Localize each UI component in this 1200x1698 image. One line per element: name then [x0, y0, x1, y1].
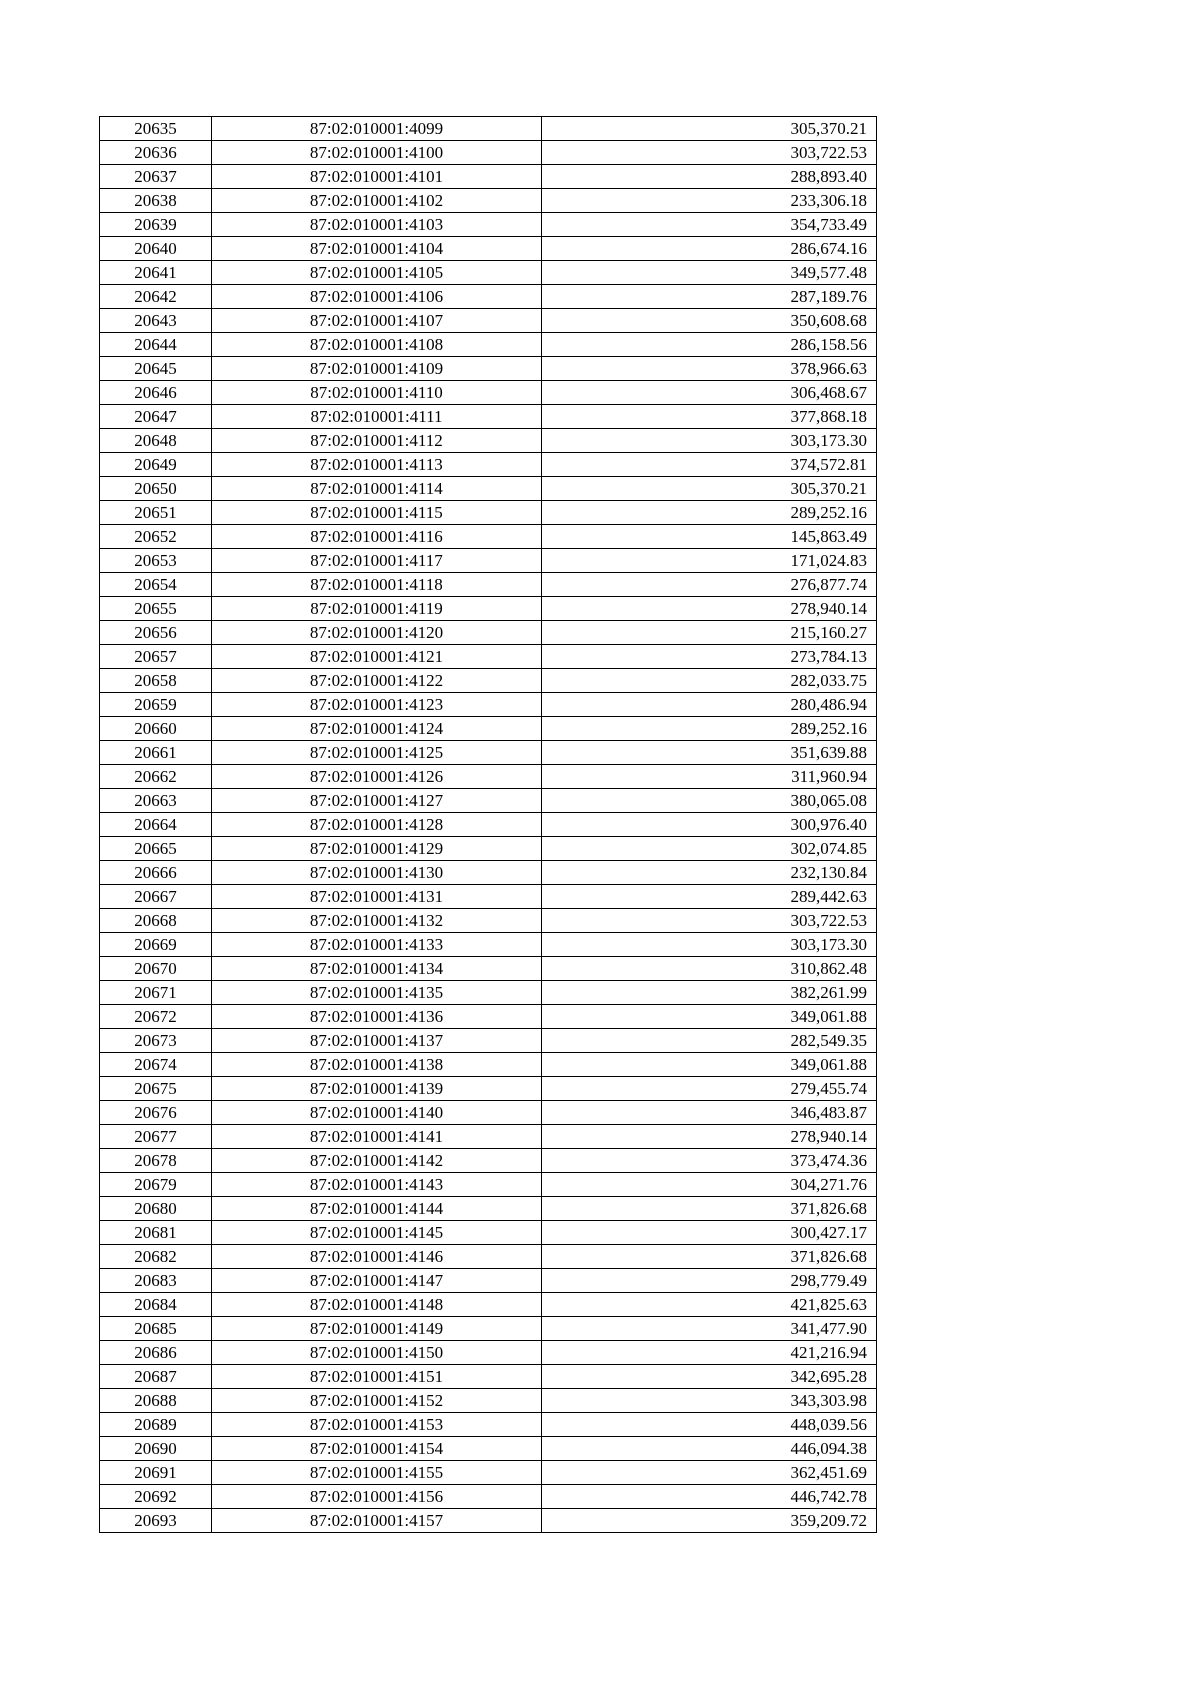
cadastral-value-cell: 171,024.83	[542, 549, 877, 573]
cadastral-value-cell: 287,189.76	[542, 285, 877, 309]
cadastral-value-cell: 302,074.85	[542, 837, 877, 861]
cadastral-number-cell: 87:02:010001:4139	[212, 1077, 542, 1101]
table-row	[100, 1413, 877, 1437]
row-number-cell: 20644	[100, 333, 212, 357]
row-number-cell: 20643	[100, 309, 212, 333]
cadastral-value-cell: 279,455.74	[542, 1077, 877, 1101]
cadastral-number-cell: 87:02:010001:4142	[212, 1149, 542, 1173]
table-row	[100, 1005, 877, 1029]
cadastral-number-cell: 87:02:010001:4144	[212, 1197, 542, 1221]
cadastral-value-cell: 446,094.38	[542, 1437, 877, 1461]
cadastral-value-cell: 232,130.84	[542, 861, 877, 885]
table-row	[100, 1149, 877, 1173]
cadastral-number-cell: 87:02:010001:4117	[212, 549, 542, 573]
row-number-cell: 20653	[100, 549, 212, 573]
table-row	[100, 621, 877, 645]
cadastral-number-cell: 87:02:010001:4115	[212, 501, 542, 525]
cadastral-value-cell: 349,577.48	[542, 261, 877, 285]
cadastral-number-cell: 87:02:010001:4110	[212, 381, 542, 405]
cadastral-number-cell: 87:02:010001:4122	[212, 669, 542, 693]
cadastral-number-cell: 87:02:010001:4103	[212, 213, 542, 237]
table-row	[100, 1053, 877, 1077]
row-number-cell: 20678	[100, 1149, 212, 1173]
table-row	[100, 717, 877, 741]
cadastral-value-cell: 303,173.30	[542, 429, 877, 453]
cadastral-value-cell: 349,061.88	[542, 1005, 877, 1029]
cadastral-number-cell: 87:02:010001:4152	[212, 1389, 542, 1413]
cadastral-number-cell: 87:02:010001:4109	[212, 357, 542, 381]
cadastral-number-cell: 87:02:010001:4112	[212, 429, 542, 453]
table-row	[100, 957, 877, 981]
cadastral-number-cell: 87:02:010001:4123	[212, 693, 542, 717]
table-row	[100, 189, 877, 213]
cadastral-value-cell: 305,370.21	[542, 117, 877, 141]
table-row	[100, 885, 877, 909]
cadastral-number-cell: 87:02:010001:4104	[212, 237, 542, 261]
cadastral-number-cell: 87:02:010001:4140	[212, 1101, 542, 1125]
cadastral-value-cell: 349,061.88	[542, 1053, 877, 1077]
row-number-cell: 20669	[100, 933, 212, 957]
cadastral-number-cell: 87:02:010001:4101	[212, 165, 542, 189]
table-row	[100, 1485, 877, 1509]
cadastral-value-cell: 298,779.49	[542, 1269, 877, 1293]
table-row	[100, 741, 877, 765]
row-number-cell: 20639	[100, 213, 212, 237]
table-row	[100, 405, 877, 429]
row-number-cell: 20664	[100, 813, 212, 837]
cadastral-value-cell: 303,722.53	[542, 141, 877, 165]
cadastral-value-cell: 341,477.90	[542, 1317, 877, 1341]
cadastral-value-cell: 300,976.40	[542, 813, 877, 837]
cadastral-value-cell: 282,033.75	[542, 669, 877, 693]
table-body	[100, 117, 877, 1533]
row-number-cell: 20645	[100, 357, 212, 381]
cadastral-value-cell: 311,960.94	[542, 765, 877, 789]
cadastral-value-cell: 303,173.30	[542, 933, 877, 957]
cadastral-number-cell: 87:02:010001:4126	[212, 765, 542, 789]
row-number-cell: 20686	[100, 1341, 212, 1365]
cadastral-number-cell: 87:02:010001:4155	[212, 1461, 542, 1485]
cadastral-value-cell: 378,966.63	[542, 357, 877, 381]
row-number-cell: 20649	[100, 453, 212, 477]
row-number-cell: 20659	[100, 693, 212, 717]
table-row	[100, 381, 877, 405]
cadastral-number-cell: 87:02:010001:4148	[212, 1293, 542, 1317]
table-row	[100, 1341, 877, 1365]
cadastral-value-cell: 233,306.18	[542, 189, 877, 213]
row-number-cell: 20646	[100, 381, 212, 405]
cadastral-value-cell: 276,877.74	[542, 573, 877, 597]
table-row	[100, 1461, 877, 1485]
row-number-cell: 20671	[100, 981, 212, 1005]
cadastral-value-cell: 215,160.27	[542, 621, 877, 645]
table-row	[100, 1077, 877, 1101]
cadastral-number-cell: 87:02:010001:4150	[212, 1341, 542, 1365]
table-row	[100, 909, 877, 933]
cadastral-number-cell: 87:02:010001:4146	[212, 1245, 542, 1269]
cadastral-value-cell: 377,868.18	[542, 405, 877, 429]
cadastral-number-cell: 87:02:010001:4118	[212, 573, 542, 597]
row-number-cell: 20663	[100, 789, 212, 813]
cadastral-number-cell: 87:02:010001:4106	[212, 285, 542, 309]
table-row	[100, 261, 877, 285]
table-row	[100, 1245, 877, 1269]
cadastral-value-cell: 421,216.94	[542, 1341, 877, 1365]
table-row	[100, 357, 877, 381]
row-number-cell: 20691	[100, 1461, 212, 1485]
cadastral-number-cell: 87:02:010001:4124	[212, 717, 542, 741]
table-row	[100, 309, 877, 333]
cadastral-number-cell: 87:02:010001:4156	[212, 1485, 542, 1509]
cadastral-value-cell: 373,474.36	[542, 1149, 877, 1173]
row-number-cell: 20673	[100, 1029, 212, 1053]
row-number-cell: 20657	[100, 645, 212, 669]
cadastral-number-cell: 87:02:010001:4129	[212, 837, 542, 861]
cadastral-number-cell: 87:02:010001:4135	[212, 981, 542, 1005]
cadastral-value-cell: 359,209.72	[542, 1509, 877, 1533]
row-number-cell: 20679	[100, 1173, 212, 1197]
cadastral-number-cell: 87:02:010001:4120	[212, 621, 542, 645]
cadastral-number-cell: 87:02:010001:4141	[212, 1125, 542, 1149]
row-number-cell: 20636	[100, 141, 212, 165]
cadastral-value-cell: 421,825.63	[542, 1293, 877, 1317]
row-number-cell: 20662	[100, 765, 212, 789]
row-number-cell: 20693	[100, 1509, 212, 1533]
table-row	[100, 237, 877, 261]
row-number-cell: 20685	[100, 1317, 212, 1341]
row-number-cell: 20680	[100, 1197, 212, 1221]
table-row	[100, 1317, 877, 1341]
row-number-cell: 20652	[100, 525, 212, 549]
cadastral-number-cell: 87:02:010001:4157	[212, 1509, 542, 1533]
cadastral-value-cell: 303,722.53	[542, 909, 877, 933]
row-number-cell: 20667	[100, 885, 212, 909]
cadastral-number-cell: 87:02:010001:4153	[212, 1413, 542, 1437]
row-number-cell: 20642	[100, 285, 212, 309]
cadastral-value-cell: 351,639.88	[542, 741, 877, 765]
cadastral-value-cell: 362,451.69	[542, 1461, 877, 1485]
table-row	[100, 789, 877, 813]
cadastral-value-cell: 288,893.40	[542, 165, 877, 189]
cadastral-number-cell: 87:02:010001:4121	[212, 645, 542, 669]
row-number-cell: 20640	[100, 237, 212, 261]
row-number-cell: 20638	[100, 189, 212, 213]
table-row	[100, 1269, 877, 1293]
table-row	[100, 1293, 877, 1317]
cadastral-value-cell: 346,483.87	[542, 1101, 877, 1125]
cadastral-number-cell: 87:02:010001:4133	[212, 933, 542, 957]
row-number-cell: 20668	[100, 909, 212, 933]
table-row	[100, 549, 877, 573]
cadastral-number-cell: 87:02:010001:4134	[212, 957, 542, 981]
table-row	[100, 933, 877, 957]
cadastral-number-cell: 87:02:010001:4113	[212, 453, 542, 477]
cadastral-number-cell: 87:02:010001:4116	[212, 525, 542, 549]
cadastral-value-cell: 273,784.13	[542, 645, 877, 669]
cadastral-value-cell: 289,252.16	[542, 501, 877, 525]
row-number-cell: 20670	[100, 957, 212, 981]
cadastral-value-cell: 354,733.49	[542, 213, 877, 237]
row-number-cell: 20683	[100, 1269, 212, 1293]
cadastral-number-cell: 87:02:010001:4147	[212, 1269, 542, 1293]
row-number-cell: 20690	[100, 1437, 212, 1461]
cadastral-value-cell: 350,608.68	[542, 309, 877, 333]
cadastral-value-cell: 286,158.56	[542, 333, 877, 357]
table-row	[100, 1173, 877, 1197]
table-row	[100, 1029, 877, 1053]
row-number-cell: 20648	[100, 429, 212, 453]
cadastral-value-cell: 371,826.68	[542, 1245, 877, 1269]
table-row	[100, 597, 877, 621]
cadastral-number-cell: 87:02:010001:4136	[212, 1005, 542, 1029]
table-row	[100, 813, 877, 837]
table-row	[100, 693, 877, 717]
cadastral-number-cell: 87:02:010001:4105	[212, 261, 542, 285]
cadastral-value-cell: 305,370.21	[542, 477, 877, 501]
table-row	[100, 1221, 877, 1245]
row-number-cell: 20656	[100, 621, 212, 645]
table-row	[100, 213, 877, 237]
row-number-cell: 20650	[100, 477, 212, 501]
cadastral-value-cell: 374,572.81	[542, 453, 877, 477]
row-number-cell: 20660	[100, 717, 212, 741]
table-row	[100, 285, 877, 309]
row-number-cell: 20635	[100, 117, 212, 141]
row-number-cell: 20654	[100, 573, 212, 597]
cadastral-number-cell: 87:02:010001:4149	[212, 1317, 542, 1341]
cadastral-value-cell: 448,039.56	[542, 1413, 877, 1437]
table-row	[100, 765, 877, 789]
cadastral-value-cell: 278,940.14	[542, 1125, 877, 1149]
table-row	[100, 1509, 877, 1533]
table-row	[100, 573, 877, 597]
row-number-cell: 20661	[100, 741, 212, 765]
cadastral-number-cell: 87:02:010001:4143	[212, 1173, 542, 1197]
row-number-cell: 20674	[100, 1053, 212, 1077]
table-row	[100, 981, 877, 1005]
cadastral-value-cell: 289,252.16	[542, 717, 877, 741]
row-number-cell: 20677	[100, 1125, 212, 1149]
cadastral-value-cell: 306,468.67	[542, 381, 877, 405]
row-number-cell: 20672	[100, 1005, 212, 1029]
cadastral-number-cell: 87:02:010001:4102	[212, 189, 542, 213]
cadastral-number-cell: 87:02:010001:4154	[212, 1437, 542, 1461]
cadastral-value-cell: 289,442.63	[542, 885, 877, 909]
table-row	[100, 861, 877, 885]
table-row	[100, 525, 877, 549]
row-number-cell: 20658	[100, 669, 212, 693]
table-row	[100, 477, 877, 501]
cadastral-number-cell: 87:02:010001:4111	[212, 405, 542, 429]
table-row	[100, 669, 877, 693]
cadastral-number-cell: 87:02:010001:4127	[212, 789, 542, 813]
cadastral-number-cell: 87:02:010001:4151	[212, 1365, 542, 1389]
table-row	[100, 837, 877, 861]
cadastral-number-cell: 87:02:010001:4131	[212, 885, 542, 909]
cadastral-number-cell: 87:02:010001:4100	[212, 141, 542, 165]
row-number-cell: 20665	[100, 837, 212, 861]
row-number-cell: 20655	[100, 597, 212, 621]
cadastral-value-cell: 446,742.78	[542, 1485, 877, 1509]
cadastral-number-cell: 87:02:010001:4132	[212, 909, 542, 933]
cadastral-number-cell: 87:02:010001:4108	[212, 333, 542, 357]
cadastral-value-cell: 145,863.49	[542, 525, 877, 549]
row-number-cell: 20689	[100, 1413, 212, 1437]
cadastral-number-cell: 87:02:010001:4107	[212, 309, 542, 333]
table-row	[100, 117, 877, 141]
cadastral-number-cell: 87:02:010001:4137	[212, 1029, 542, 1053]
table-row	[100, 429, 877, 453]
cadastral-value-cell: 343,303.98	[542, 1389, 877, 1413]
cadastral-value-cell: 278,940.14	[542, 597, 877, 621]
table-row	[100, 453, 877, 477]
cadastral-number-cell: 87:02:010001:4114	[212, 477, 542, 501]
cadastral-value-cell: 380,065.08	[542, 789, 877, 813]
cadastral-number-cell: 87:02:010001:4125	[212, 741, 542, 765]
table-row	[100, 141, 877, 165]
cadastral-value-cell: 286,674.16	[542, 237, 877, 261]
cadastral-value-cell: 371,826.68	[542, 1197, 877, 1221]
cadastral-value-cell: 300,427.17	[542, 1221, 877, 1245]
row-number-cell: 20682	[100, 1245, 212, 1269]
table-row	[100, 1125, 877, 1149]
table-row	[100, 1437, 877, 1461]
cadastral-value-table	[99, 116, 877, 1533]
table-row	[100, 1101, 877, 1125]
table-row	[100, 333, 877, 357]
cadastral-number-cell: 87:02:010001:4145	[212, 1221, 542, 1245]
cadastral-number-cell: 87:02:010001:4130	[212, 861, 542, 885]
row-number-cell: 20666	[100, 861, 212, 885]
row-number-cell: 20692	[100, 1485, 212, 1509]
table-row	[100, 1197, 877, 1221]
cadastral-value-cell: 342,695.28	[542, 1365, 877, 1389]
cadastral-value-cell: 382,261.99	[542, 981, 877, 1005]
table-row	[100, 1365, 877, 1389]
row-number-cell: 20675	[100, 1077, 212, 1101]
row-number-cell: 20651	[100, 501, 212, 525]
cadastral-number-cell: 87:02:010001:4119	[212, 597, 542, 621]
cadastral-value-cell: 280,486.94	[542, 693, 877, 717]
table-row	[100, 501, 877, 525]
cadastral-value-cell: 310,862.48	[542, 957, 877, 981]
cadastral-number-cell: 87:02:010001:4099	[212, 117, 542, 141]
row-number-cell: 20684	[100, 1293, 212, 1317]
row-number-cell: 20681	[100, 1221, 212, 1245]
row-number-cell: 20641	[100, 261, 212, 285]
row-number-cell: 20676	[100, 1101, 212, 1125]
table-row	[100, 1389, 877, 1413]
row-number-cell: 20637	[100, 165, 212, 189]
cadastral-value-cell: 282,549.35	[542, 1029, 877, 1053]
row-number-cell: 20647	[100, 405, 212, 429]
table-row	[100, 165, 877, 189]
table-row	[100, 645, 877, 669]
cadastral-number-cell: 87:02:010001:4128	[212, 813, 542, 837]
cadastral-number-cell: 87:02:010001:4138	[212, 1053, 542, 1077]
row-number-cell: 20687	[100, 1365, 212, 1389]
cadastral-value-cell: 304,271.76	[542, 1173, 877, 1197]
row-number-cell: 20688	[100, 1389, 212, 1413]
